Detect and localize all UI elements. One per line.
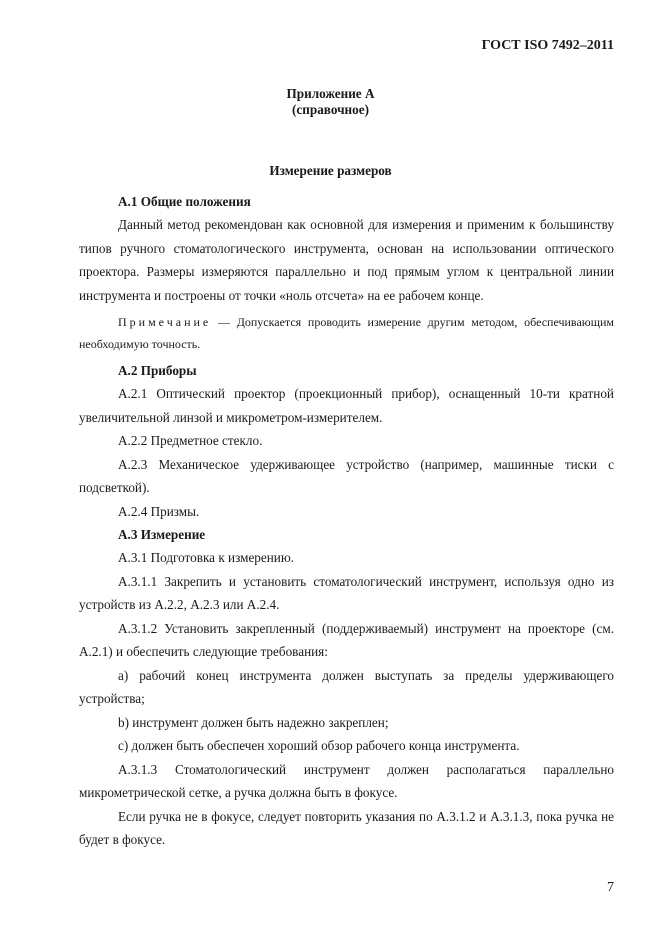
note-text: — Допускается проводить измерение другим методом, обеспечивающим необходимую точность. (79, 315, 614, 351)
heading-a2: А.2 Приборы (118, 363, 197, 378)
list-item-b: b) инструмент должен быть надежно закреплен; (118, 714, 389, 730)
paragraph-focus: Если ручка не в фокусе, следует повторить указания по А.3.1.2 и А.3.1.3, пока ручка не будет в фокусе. (79, 808, 614, 847)
note-label: Примечание (118, 315, 212, 329)
note (79, 311, 614, 355)
standard-code: ГОСТ ISO 7492–2011 (481, 38, 614, 53)
section-title: Измерение размеров (269, 163, 392, 178)
list-item-a: a) рабочий конец инструмента должен выступать за пределы удерживающего устройства; (79, 667, 614, 706)
clause-a3-1-3: А.3.1.3 Стоматологический инструмент должен располагаться параллельно микрометрической сетке, а ручка должна быть в фокусе. (79, 761, 614, 800)
clause-a2-1: А.2.1 Оптический проектор (проекционный прибор), оснащенный 10-ти кратной увеличительной линзой и микрометром-измерителем. (79, 386, 614, 425)
page-number: 7 (607, 880, 614, 895)
heading-a3: А.3 Измерение (118, 527, 206, 542)
annex-subtitle: (справочное) (292, 102, 369, 117)
clause-a2-4: А.2.4 Призмы. (118, 503, 200, 519)
clause-a3-1-1: А.3.1.1 Закрепить и установить стоматологический инструмент, используя одно из устройств из А.2.2, А.2.3 или А.2.4. (79, 573, 614, 612)
clause-a2-2: А.2.2 Предметное стекло. (118, 433, 263, 448)
clause-a3-1-2: А.3.1.2 Установить закрепленный (поддерживаемый) инструмент на проекторе (см. А.2.1) и обеспечить следующие требования: (79, 620, 614, 659)
list-item-c: c) должен быть обеспечен хороший обзор рабочего конца инструмента. (118, 738, 520, 753)
document-body (79, 190, 614, 852)
clause-a2-3: А.2.3 Механическое удерживающее устройство (например, машинные тиски с подсветкой). (79, 456, 614, 495)
paragraph-a1: Данный метод рекомендован как основной для измерения и применим к большинству типов ручного стоматологического инструмента, основан на использовании оптического проектора. Размеры измеряются параллельно и под прямым углом к центральной линии инструмента и построены от точки «ноль отсчета» на ее рабочем конце. (79, 217, 614, 303)
heading-a1: А.1 Общие положения (118, 194, 251, 209)
annex-title: Приложение А (286, 86, 375, 101)
clause-a3-1: А.3.1 Подготовка к измерению. (118, 550, 295, 565)
annex-heading (0, 86, 661, 118)
